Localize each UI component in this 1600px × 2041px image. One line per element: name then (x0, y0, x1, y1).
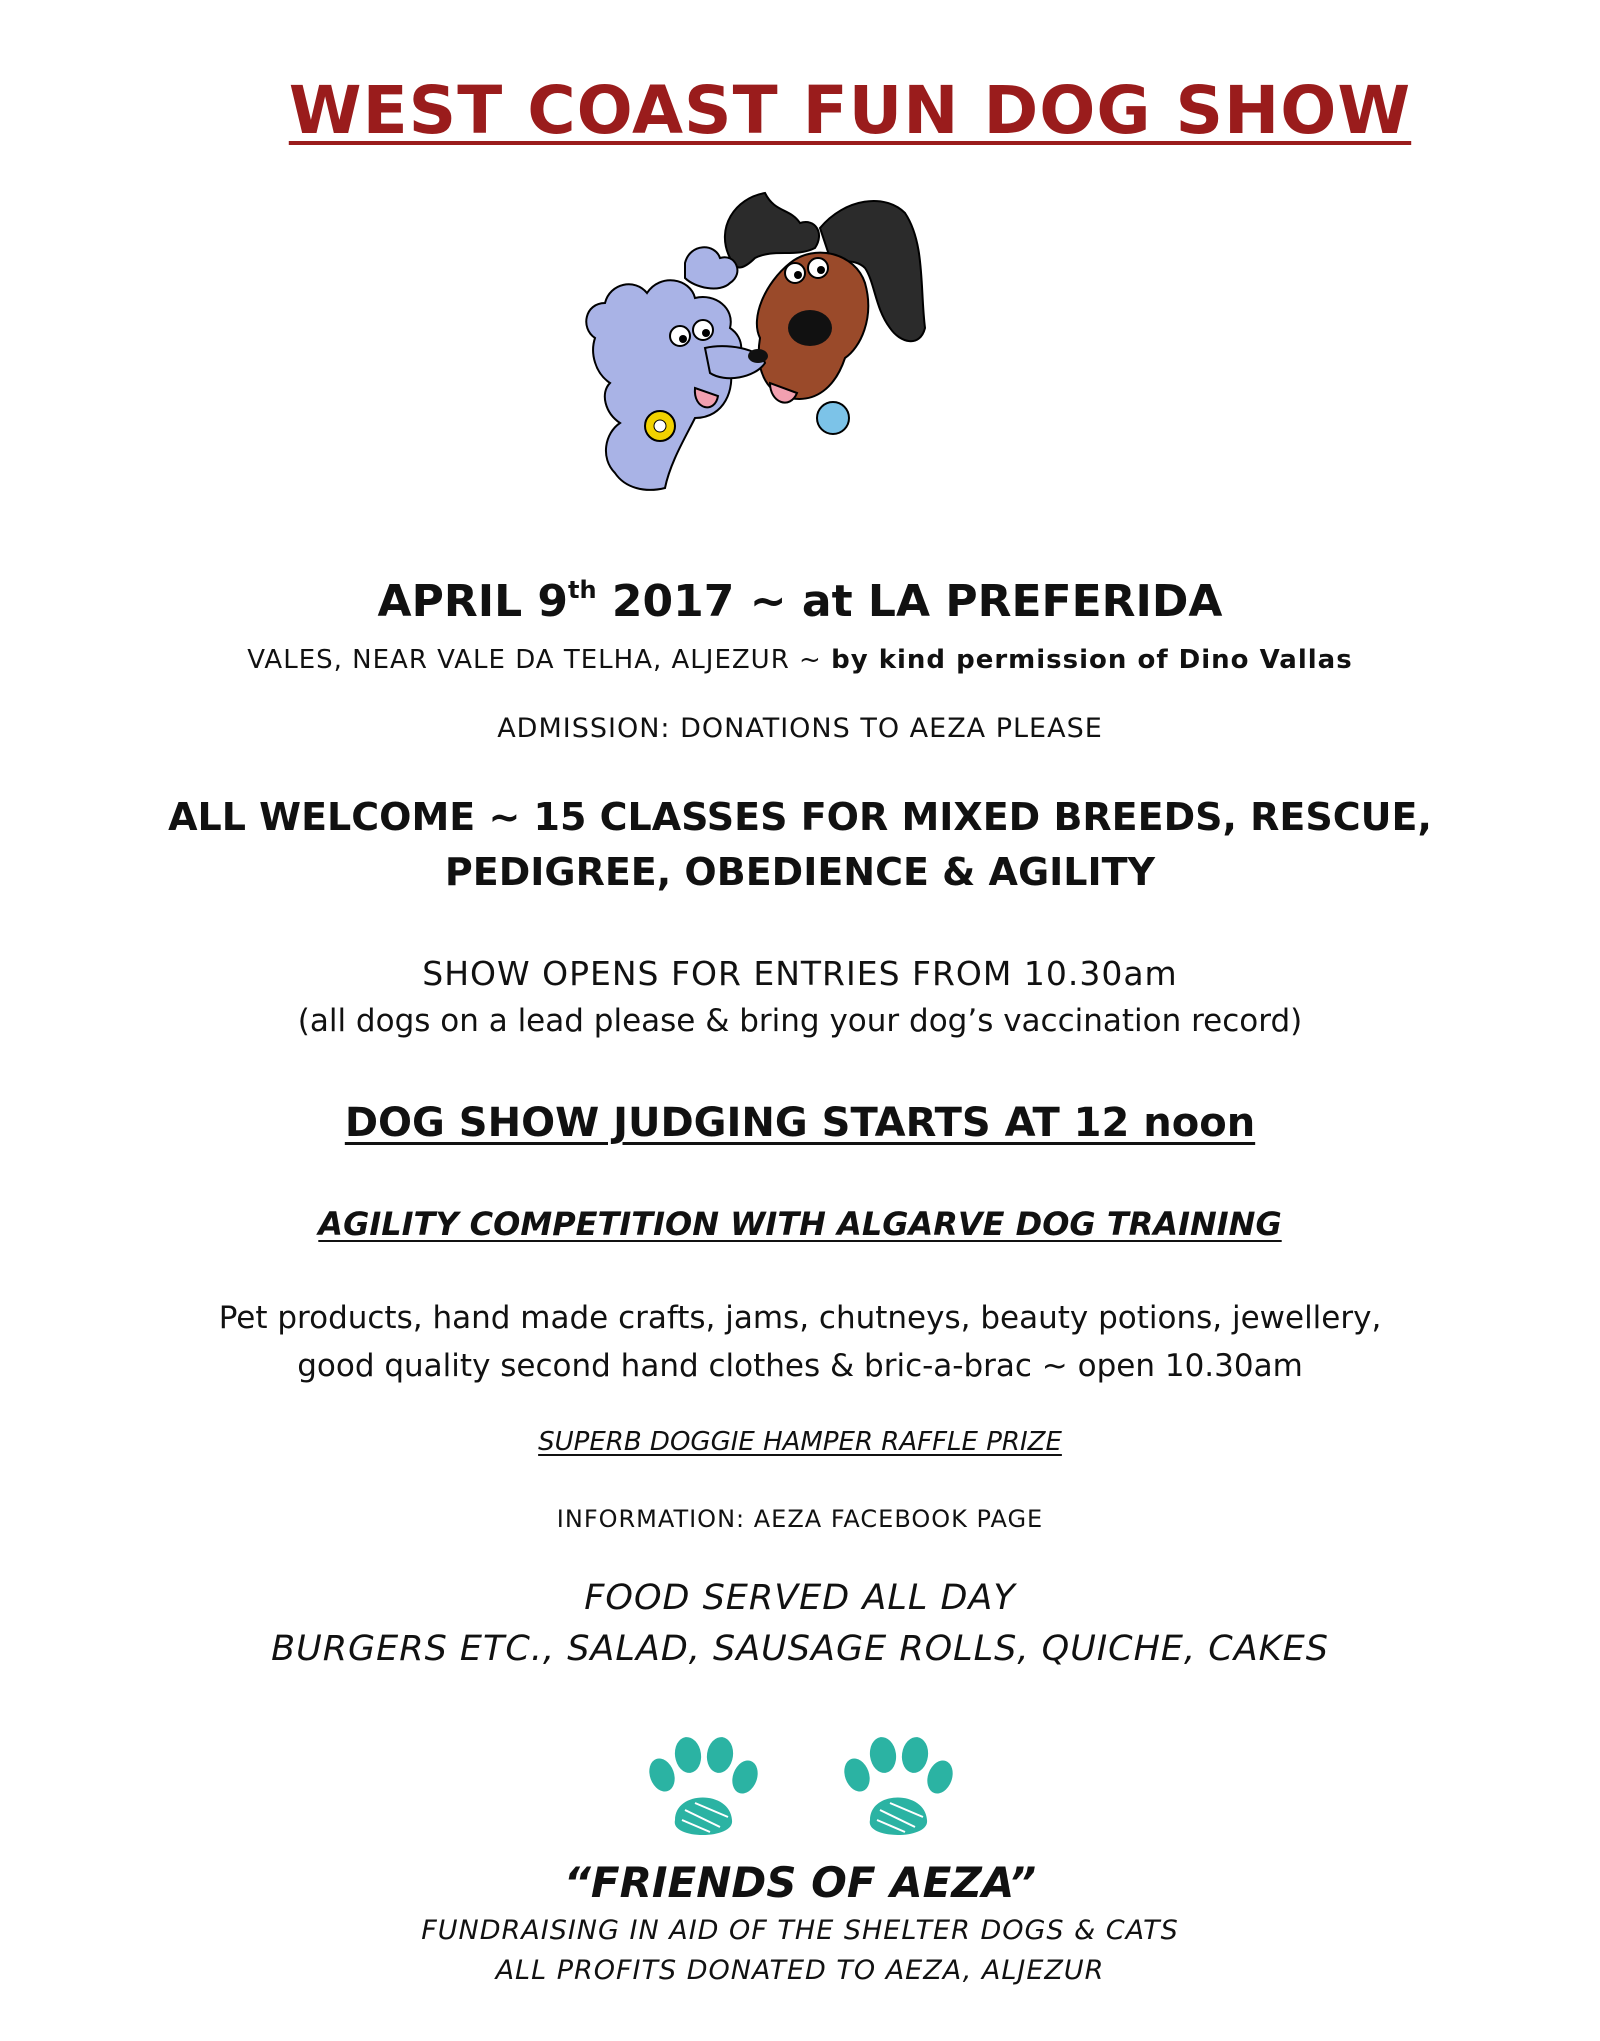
venue-address: VALES, NEAR VALE DA TELHA, ALJEZUR ~ (247, 645, 832, 675)
venue-permission: by kind permission of Dino Vallas (831, 645, 1353, 675)
dogs-illustration (575, 188, 935, 543)
admission-info: ADMISSION: DONATIONS TO AEZA PLEASE (497, 713, 1103, 744)
poster-title: WEST COAST FUN DOG SHOW (288, 72, 1412, 149)
paw-print-icon (640, 1735, 766, 1843)
agility-competition: AGILITY COMPETITION WITH ALGARVE DOG TRAINING (318, 1205, 1282, 1243)
raffle-prize: SUPERB DOGGIE HAMPER RAFFLE PRIZE (538, 1427, 1062, 1457)
hound-collar-tag (817, 402, 849, 434)
event-date: APRIL 9 (377, 576, 569, 627)
food-menu-line: BURGERS ETC., SALAD, SAUSAGE ROLLS, QUICHE, CAKES (271, 1629, 1329, 1669)
poodle-eye-right (693, 320, 713, 340)
poodle-body (586, 280, 741, 490)
paw-print-icon (835, 1735, 961, 1843)
information-line: INFORMATION: AEZA FACEBOOK PAGE (556, 1505, 1044, 1533)
event-date-suffix: th (568, 576, 597, 604)
event-date-location (0, 576, 1600, 627)
fundraising-line2: ALL PROFITS DONATED TO AEZA, ALJEZUR (495, 1955, 1105, 1986)
poodle-nose (748, 349, 768, 363)
hound-nose (788, 310, 832, 346)
show-opens-line: SHOW OPENS FOR ENTRIES FROM 10.30am (422, 954, 1178, 993)
venue-line (0, 645, 1600, 675)
fundraising-line1: FUNDRAISING IN AID OF THE SHELTER DOGS & CATS (421, 1915, 1179, 1946)
poodle-eye-left (670, 326, 690, 346)
lead-vaccination-note: (all dogs on a lead please & bring your dog’s vaccination record) (297, 1003, 1303, 1039)
products-line2: good quality second hand clothes & bric-a-brac ~ open 10.30am (297, 1348, 1303, 1384)
products-line1: Pet products, hand made crafts, jams, chutneys, beauty potions, jewellery, (218, 1300, 1382, 1336)
welcome-classes-line2: PEDIGREE, OBEDIENCE & AGILITY (444, 850, 1156, 894)
friends-of-aeza: “FRIENDS OF AEZA” (563, 1858, 1037, 1907)
food-served-line: FOOD SERVED ALL DAY (584, 1578, 1016, 1618)
judging-start-time: DOG SHOW JUDGING STARTS AT 12 noon (344, 1100, 1256, 1146)
welcome-classes-line1: ALL WELCOME ~ 15 CLASSES FOR MIXED BREEDS, RESCUE, (168, 795, 1432, 839)
event-location: 2017 ~ at LA PREFERIDA (596, 576, 1223, 627)
